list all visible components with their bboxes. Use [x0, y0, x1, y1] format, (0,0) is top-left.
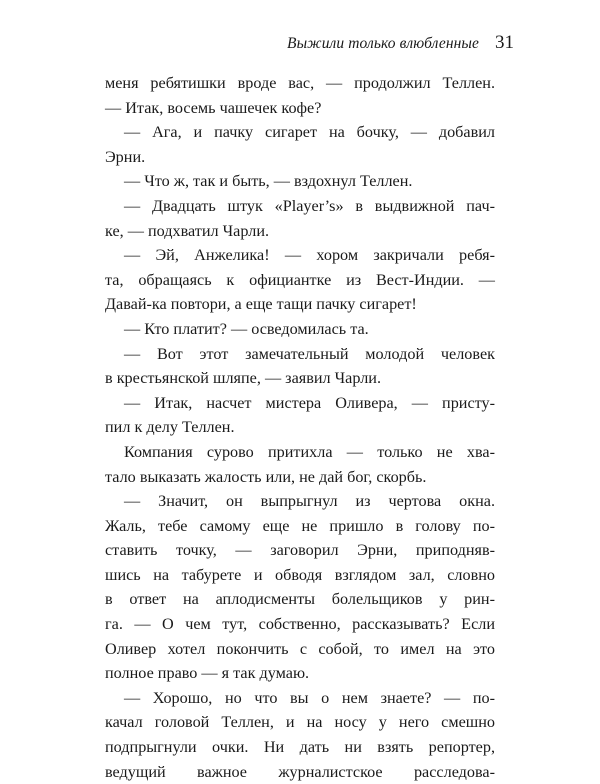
text-line: Компания сурово притихла — только не хва- — [124, 442, 495, 461]
text-line: — Значит, он выпрыгнул из чертова окна. — [124, 492, 495, 511]
text-line: — Кто платит? — осведомилась та. — [124, 319, 369, 338]
text-line: — Итак, восемь чашечек кофе? — [105, 98, 322, 117]
text-line: — Хорошо, но что вы о нем знаете? — по- — [124, 688, 495, 707]
running-title: Выжили только влюбленные — [287, 35, 479, 52]
body-text — [105, 71, 495, 784]
text-line: меня ребятишки вроде вас, — продолжил Теллен. — [105, 74, 495, 92]
text-line: Эрни. — [105, 147, 146, 166]
text-line: ке, — подхватил Чарли. — [105, 221, 270, 240]
page-number: 31 — [495, 32, 514, 53]
text-line: — Итак, насчет мистера Оливера, — присту- — [124, 393, 495, 412]
text-line: Жаль, тебе самому еще не пришло в голову по- — [105, 516, 495, 535]
text-line: ведущий важное журналистское расследова- — [105, 762, 495, 781]
text-line: — Вот этот замечательный молодой человек — [124, 344, 495, 363]
text-line: тало выказать жалость или, не дай бог, скорбь. — [105, 467, 427, 486]
text-line: га. — О чем тут, собственно, рассказывать? Если — [105, 615, 495, 634]
text-line: пил к делу Теллен. — [105, 418, 235, 437]
text-line: Оливер хотел покончить с собой, то имел на это — [105, 639, 495, 658]
running-head — [287, 32, 514, 54]
text-line: ставить точку, — заговорил Эрни, приподняв- — [105, 541, 495, 560]
text-line: — Эй, Анжелика! — хором закричали ребя- — [124, 246, 495, 265]
text-line: подпрыгнули очки. Ни дать ни взять репортер, — [105, 738, 495, 757]
text-line: в крестьянской шляпе, — заявил Чарли. — [105, 369, 382, 388]
text-line: — Ага, и пачку сигарет на бочку, — добавил — [124, 123, 495, 142]
text-line: Давай-ка повтори, а еще тащи пачку сигарет! — [105, 295, 417, 314]
text-line: полное право — я так думаю. — [105, 664, 310, 683]
text-line: — Что ж, так и быть, — вздохнул Теллен. — [124, 172, 413, 191]
text-line: качал головой Теллен, и на носу у него смешно — [105, 713, 495, 732]
text-line: — Двадцать штук «Player’s» в выдвижной пач- — [124, 196, 495, 215]
text-line: в ответ на аплодисменты болельщиков у рин- — [105, 590, 495, 609]
text-line: та, обращаясь к официантке из Вест-Индии. — — [105, 270, 495, 289]
text-line: шись на табурете и обводя взглядом зал, словно — [105, 565, 495, 584]
